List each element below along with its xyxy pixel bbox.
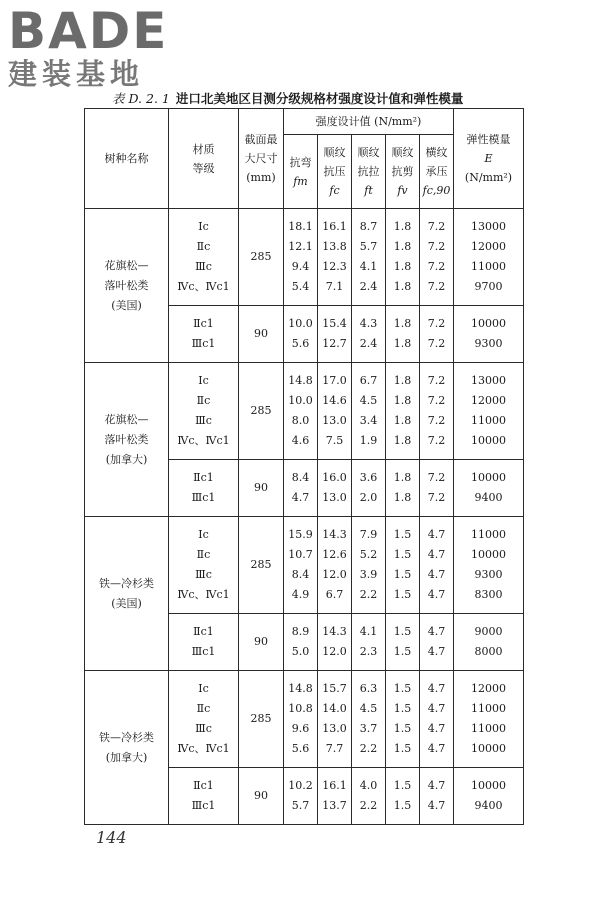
grade-value: Ⅱc xyxy=(196,702,211,715)
modulus-value: 9400 xyxy=(474,799,503,812)
ft-value: 7.9 xyxy=(359,528,378,541)
fm-value: 10.0 xyxy=(288,317,313,330)
size-cell: 90 xyxy=(239,306,284,363)
header-size-l1: 截面最 xyxy=(244,133,278,146)
fv-value: 1.8 xyxy=(393,240,412,253)
fv-value: 1.5 xyxy=(393,779,412,792)
fc-value: 16.0 xyxy=(322,471,347,484)
header-size xyxy=(239,109,284,209)
fm-value: 8.0 xyxy=(291,414,310,427)
fm-value: 4.6 xyxy=(291,434,310,447)
fc90-value: 4.7 xyxy=(427,742,446,755)
species-line: 落叶松类 xyxy=(104,432,149,446)
strength-table xyxy=(84,108,524,825)
table-row xyxy=(85,671,524,768)
fm-value: 5.7 xyxy=(291,799,310,812)
species-line: (美国) xyxy=(111,596,142,610)
grade-value: Ⅱc xyxy=(196,394,211,407)
fm-value: 5.0 xyxy=(291,645,310,658)
fv-value: 1.5 xyxy=(393,722,412,735)
fc90-value: 7.2 xyxy=(427,491,446,504)
modulus-cell xyxy=(454,768,524,825)
fv-cell xyxy=(386,614,420,671)
grade-value: Ⅲc1 xyxy=(191,491,216,504)
modulus-value: 10000 xyxy=(471,548,506,561)
modulus-value: 10000 xyxy=(471,434,506,447)
fc90-cell xyxy=(420,671,454,768)
grade-value: Ⅱc xyxy=(196,548,211,561)
header-col-l2: 抗剪 xyxy=(391,165,414,178)
fm-value: 5.6 xyxy=(291,337,310,350)
modulus-value: 9000 xyxy=(474,625,503,638)
grade-value: Ⅲc1 xyxy=(191,799,216,812)
header-col-l2: 抗拉 xyxy=(357,165,380,178)
table-title: 进口北美地区目测分级规格材强度设计值和弹性模量 xyxy=(175,91,464,106)
fc-value: 13.0 xyxy=(322,414,347,427)
modulus-value: 10000 xyxy=(471,471,506,484)
fc-value: 15.4 xyxy=(322,317,347,330)
fm-value: 4.7 xyxy=(291,491,310,504)
fv-cell xyxy=(386,517,420,614)
fm-value: 10.7 xyxy=(288,548,313,561)
ft-value: 3.4 xyxy=(359,414,378,427)
species-line: 花旗松— xyxy=(104,258,149,272)
modulus-value: 10000 xyxy=(471,779,506,792)
ft-value: 3.6 xyxy=(359,471,378,484)
page-number: 144 xyxy=(96,828,127,847)
fm-value: 8.9 xyxy=(291,625,310,638)
modulus-value: 12000 xyxy=(471,682,506,695)
fc90-cell xyxy=(420,768,454,825)
fm-value: 8.4 xyxy=(291,568,310,581)
ft-value: 4.5 xyxy=(359,394,378,407)
fc90-value: 7.2 xyxy=(427,414,446,427)
modulus-value: 12000 xyxy=(471,394,506,407)
fm-value: 18.1 xyxy=(288,220,313,233)
table-row xyxy=(85,209,524,306)
modulus-value: 11000 xyxy=(471,260,506,273)
header-col-l1: 顺纹 xyxy=(391,146,414,159)
ft-value: 2.3 xyxy=(359,645,378,658)
grade-value: Ⅱc1 xyxy=(193,317,214,330)
fv-value: 1.5 xyxy=(393,588,412,601)
fc-value: 15.7 xyxy=(322,682,347,695)
modulus-cell xyxy=(454,209,524,306)
fc-value: 13.0 xyxy=(322,722,347,735)
fm-cell xyxy=(284,614,318,671)
table-body xyxy=(85,209,524,825)
header-ft xyxy=(352,135,386,209)
size-cell: 90 xyxy=(239,768,284,825)
fm-value: 10.8 xyxy=(288,702,313,715)
fv-value: 1.5 xyxy=(393,742,412,755)
fc90-value: 4.7 xyxy=(427,528,446,541)
header-modulus-sym: E xyxy=(484,152,493,165)
modulus-value: 11000 xyxy=(471,528,506,541)
ft-value: 2.2 xyxy=(359,742,378,755)
fc90-value: 4.7 xyxy=(427,645,446,658)
grade-value: Ⅰc xyxy=(198,528,209,541)
species-cell xyxy=(85,209,169,363)
ft-cell xyxy=(352,517,386,614)
fc90-value: 7.2 xyxy=(427,220,446,233)
fc90-value: 7.2 xyxy=(427,280,446,293)
grade-value: Ⅳc、Ⅳc1 xyxy=(177,588,230,601)
fc-value: 7.7 xyxy=(325,742,344,755)
species-line: 花旗松— xyxy=(104,412,149,426)
fc-cell xyxy=(318,614,352,671)
modulus-value: 12000 xyxy=(471,240,506,253)
fc90-value: 7.2 xyxy=(427,337,446,350)
fc-value: 17.0 xyxy=(322,374,347,387)
header-strength-group: 强度设计值 (N/mm²) xyxy=(284,109,454,135)
fv-value: 1.8 xyxy=(393,337,412,350)
header-col-sym: fc xyxy=(329,184,340,197)
size-cell: 285 xyxy=(239,517,284,614)
fc-value: 14.6 xyxy=(322,394,347,407)
header-col-l1: 抗弯 xyxy=(289,155,312,169)
fv-value: 1.5 xyxy=(393,548,412,561)
grade-value: Ⅱc1 xyxy=(193,779,214,792)
fc90-cell xyxy=(420,460,454,517)
modulus-cell xyxy=(454,517,524,614)
fv-value: 1.8 xyxy=(393,471,412,484)
ft-value: 2.0 xyxy=(359,491,378,504)
fc-value: 14.3 xyxy=(322,528,347,541)
fc-value: 16.1 xyxy=(322,220,347,233)
modulus-value: 9400 xyxy=(474,491,503,504)
modulus-cell xyxy=(454,363,524,460)
fv-value: 1.8 xyxy=(393,260,412,273)
fc-value: 6.7 xyxy=(325,588,344,601)
fv-cell xyxy=(386,671,420,768)
header-col-l2: 承压 xyxy=(425,165,448,178)
header-col-sym: fc,90 xyxy=(422,184,451,197)
grade-value: Ⅲc xyxy=(195,414,212,427)
modulus-cell xyxy=(454,671,524,768)
fc-value: 7.5 xyxy=(325,434,344,447)
fc90-value: 7.2 xyxy=(427,317,446,330)
fm-cell xyxy=(284,460,318,517)
fc90-value: 7.2 xyxy=(427,374,446,387)
fc90-cell xyxy=(420,306,454,363)
ft-cell xyxy=(352,671,386,768)
grade-cell xyxy=(169,209,239,306)
grade-cell xyxy=(169,306,239,363)
header-col-l1: 横纹 xyxy=(425,146,448,159)
header-fc xyxy=(318,135,352,209)
species-cell xyxy=(85,517,169,671)
fv-cell xyxy=(386,306,420,363)
fm-value: 10.2 xyxy=(288,779,313,792)
fc90-value: 7.2 xyxy=(427,434,446,447)
ft-value: 4.0 xyxy=(359,779,378,792)
fc-cell xyxy=(318,517,352,614)
fc-value: 14.0 xyxy=(322,702,347,715)
fc90-value: 4.7 xyxy=(427,568,446,581)
size-cell: 90 xyxy=(239,460,284,517)
fv-value: 1.8 xyxy=(393,220,412,233)
modulus-value: 13000 xyxy=(471,220,506,233)
fv-value: 1.5 xyxy=(393,799,412,812)
ft-value: 5.2 xyxy=(359,548,378,561)
modulus-value: 11000 xyxy=(471,702,506,715)
fv-value: 1.5 xyxy=(393,645,412,658)
fc-value: 16.1 xyxy=(322,779,347,792)
logo-sub: 建装基地 xyxy=(8,57,145,91)
fc-value: 12.6 xyxy=(322,548,347,561)
fv-value: 1.8 xyxy=(393,414,412,427)
table-caption xyxy=(112,89,572,107)
ft-value: 4.5 xyxy=(359,702,378,715)
fv-value: 1.8 xyxy=(393,491,412,504)
fv-value: 1.8 xyxy=(393,280,412,293)
size-cell: 285 xyxy=(239,671,284,768)
fc-value: 7.1 xyxy=(325,280,344,293)
fv-value: 1.5 xyxy=(393,625,412,638)
fm-cell xyxy=(284,768,318,825)
grade-cell xyxy=(169,768,239,825)
fm-cell xyxy=(284,363,318,460)
fm-value: 9.4 xyxy=(291,260,310,273)
grade-value: Ⅲc xyxy=(195,568,212,581)
species-cell xyxy=(85,363,169,517)
size-cell: 285 xyxy=(239,209,284,306)
fv-cell xyxy=(386,209,420,306)
fc-value: 13.0 xyxy=(322,491,347,504)
ft-value: 4.1 xyxy=(359,625,378,638)
modulus-value: 11000 xyxy=(471,722,506,735)
header-fv xyxy=(386,135,420,209)
grade-value: Ⅱc1 xyxy=(193,625,214,638)
fc90-value: 4.7 xyxy=(427,588,446,601)
species-cell xyxy=(85,671,169,825)
grade-cell xyxy=(169,671,239,768)
modulus-value: 10000 xyxy=(471,317,506,330)
ft-value: 6.7 xyxy=(359,374,378,387)
table-number: 表 D. 2. 1 xyxy=(112,91,170,106)
grade-value: Ⅲc1 xyxy=(191,645,216,658)
modulus-value: 8300 xyxy=(474,588,503,601)
fc90-cell xyxy=(420,209,454,306)
ft-value: 3.7 xyxy=(359,722,378,735)
fc-value: 12.7 xyxy=(322,337,347,350)
size-cell: 285 xyxy=(239,363,284,460)
ft-value: 5.7 xyxy=(359,240,378,253)
species-line: 铁—冷杉类 xyxy=(99,576,154,590)
fv-value: 1.8 xyxy=(393,374,412,387)
header-grade-l2: 等级 xyxy=(192,161,215,175)
species-line: 落叶松类 xyxy=(104,278,149,292)
fc-value: 14.3 xyxy=(322,625,347,638)
fm-value: 12.1 xyxy=(288,240,313,253)
header-col-sym: fv xyxy=(397,184,408,197)
fv-cell xyxy=(386,460,420,517)
fc-value: 12.0 xyxy=(322,645,347,658)
grade-cell xyxy=(169,460,239,517)
fc90-value: 4.7 xyxy=(427,625,446,638)
fm-value: 14.8 xyxy=(288,374,313,387)
fm-value: 14.8 xyxy=(288,682,313,695)
grade-cell xyxy=(169,614,239,671)
fv-value: 1.8 xyxy=(393,394,412,407)
fm-cell xyxy=(284,209,318,306)
header-col-sym: ft xyxy=(364,184,373,197)
fm-value: 8.4 xyxy=(291,471,310,484)
grade-value: Ⅰc xyxy=(198,682,209,695)
grade-value: Ⅳc、Ⅳc1 xyxy=(177,434,230,447)
grade-cell xyxy=(169,517,239,614)
modulus-value: 10000 xyxy=(471,742,506,755)
header-size-l3: (mm) xyxy=(246,171,276,184)
ft-value: 6.3 xyxy=(359,682,378,695)
header-col-l2: 抗压 xyxy=(323,165,346,178)
fc-cell xyxy=(318,671,352,768)
fc90-value: 7.2 xyxy=(427,394,446,407)
header-species: 树种名称 xyxy=(85,109,169,209)
grade-value: Ⅳc、Ⅳc1 xyxy=(177,280,230,293)
fc-cell xyxy=(318,209,352,306)
fv-value: 1.5 xyxy=(393,682,412,695)
fc-value: 13.8 xyxy=(322,240,347,253)
fc90-cell xyxy=(420,363,454,460)
fc90-cell xyxy=(420,614,454,671)
grade-value: Ⅰc xyxy=(198,220,209,233)
fv-cell xyxy=(386,363,420,460)
ft-cell xyxy=(352,306,386,363)
fc-value: 12.0 xyxy=(322,568,347,581)
grade-value: Ⅲc1 xyxy=(191,337,216,350)
modulus-value: 9700 xyxy=(474,280,503,293)
grade-value: Ⅳc、Ⅳc1 xyxy=(177,742,230,755)
ft-cell xyxy=(352,768,386,825)
modulus-cell xyxy=(454,614,524,671)
ft-cell xyxy=(352,460,386,517)
fv-value: 1.8 xyxy=(393,317,412,330)
fc-value: 13.7 xyxy=(322,799,347,812)
fm-cell xyxy=(284,517,318,614)
fv-value: 1.5 xyxy=(393,568,412,581)
fm-value: 15.9 xyxy=(288,528,313,541)
header-fm xyxy=(284,135,318,209)
fc90-value: 7.2 xyxy=(427,471,446,484)
fm-cell xyxy=(284,671,318,768)
modulus-cell xyxy=(454,460,524,517)
ft-value: 2.2 xyxy=(359,799,378,812)
fc90-value: 4.7 xyxy=(427,702,446,715)
header-modulus-l3: (N/mm²) xyxy=(464,171,513,184)
modulus-cell xyxy=(454,306,524,363)
fc-value: 12.3 xyxy=(322,260,347,273)
modulus-value: 11000 xyxy=(471,414,506,427)
ft-value: 2.4 xyxy=(359,280,378,293)
fm-value: 9.6 xyxy=(291,722,310,735)
species-line: (加拿大) xyxy=(105,750,148,764)
ft-value: 4.1 xyxy=(359,260,378,273)
size-cell: 90 xyxy=(239,614,284,671)
grade-value: Ⅲc xyxy=(195,260,212,273)
fm-value: 4.9 xyxy=(291,588,310,601)
species-line: (美国) xyxy=(111,298,142,312)
table-row xyxy=(85,517,524,614)
fc-cell xyxy=(318,306,352,363)
fv-value: 1.8 xyxy=(393,434,412,447)
fc90-value: 4.7 xyxy=(427,682,446,695)
ft-cell xyxy=(352,614,386,671)
grade-value: Ⅱc1 xyxy=(193,471,214,484)
header-modulus-l1: 弹性模量 xyxy=(466,133,511,146)
modulus-value: 9300 xyxy=(474,337,503,350)
fc90-value: 4.7 xyxy=(427,799,446,812)
header-grade xyxy=(169,109,239,209)
modulus-value: 13000 xyxy=(471,374,506,387)
header-col-l1: 顺纹 xyxy=(323,146,346,159)
grade-cell xyxy=(169,363,239,460)
fc90-value: 7.2 xyxy=(427,240,446,253)
ft-value: 1.9 xyxy=(359,434,378,447)
watermark-logo xyxy=(8,4,168,90)
species-line: 铁—冷杉类 xyxy=(99,730,154,744)
header-col-l1: 顺纹 xyxy=(357,146,380,159)
header-modulus xyxy=(454,109,524,209)
fm-value: 5.4 xyxy=(291,280,310,293)
ft-cell xyxy=(352,363,386,460)
fm-value: 10.0 xyxy=(288,394,313,407)
fc-cell xyxy=(318,460,352,517)
fm-cell xyxy=(284,306,318,363)
fv-cell xyxy=(386,768,420,825)
ft-value: 4.3 xyxy=(359,317,378,330)
grade-value: Ⅲc xyxy=(195,722,212,735)
header-col-sym: fm xyxy=(293,174,308,188)
fv-value: 1.5 xyxy=(393,528,412,541)
fv-value: 1.5 xyxy=(393,702,412,715)
ft-value: 2.2 xyxy=(359,588,378,601)
ft-value: 3.9 xyxy=(359,568,378,581)
fc90-cell xyxy=(420,517,454,614)
ft-value: 8.7 xyxy=(359,220,378,233)
fc90-value: 4.7 xyxy=(427,548,446,561)
logo-brand: BADE xyxy=(8,2,169,60)
table-row xyxy=(85,363,524,460)
header-size-l2: 大尺寸 xyxy=(244,152,278,165)
grade-value: Ⅰc xyxy=(198,374,209,387)
ft-value: 2.4 xyxy=(359,337,378,350)
header-grade-l1: 材质 xyxy=(192,142,215,156)
fc90-value: 4.7 xyxy=(427,779,446,792)
fc-cell xyxy=(318,768,352,825)
modulus-value: 9300 xyxy=(474,568,503,581)
fm-value: 5.6 xyxy=(291,742,310,755)
species-line: (加拿大) xyxy=(105,452,148,466)
ft-cell xyxy=(352,209,386,306)
fc90-value: 7.2 xyxy=(427,260,446,273)
fc-cell xyxy=(318,363,352,460)
modulus-value: 8000 xyxy=(474,645,503,658)
grade-value: Ⅱc xyxy=(196,240,211,253)
fc90-value: 4.7 xyxy=(427,722,446,735)
header-fc90 xyxy=(420,135,454,209)
